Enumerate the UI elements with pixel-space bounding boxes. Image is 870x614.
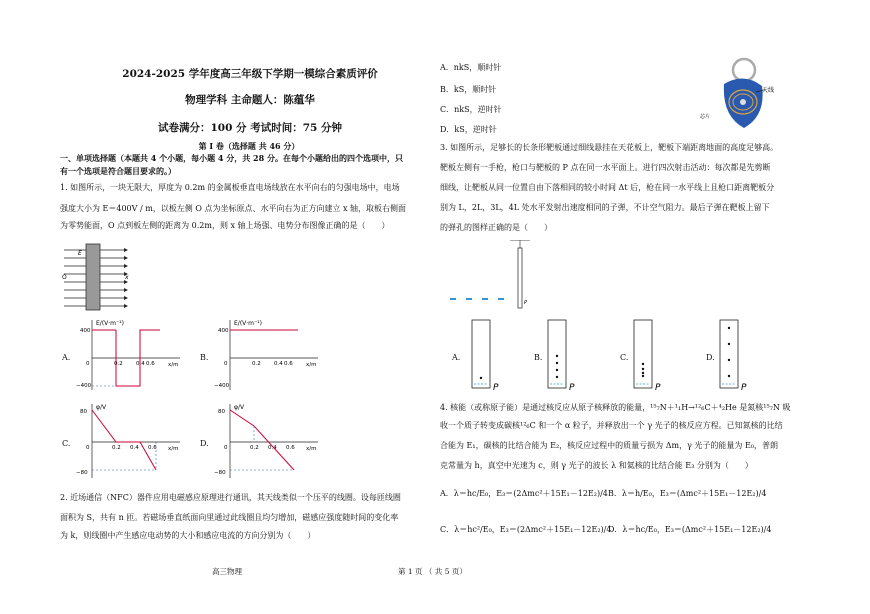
chip-label: 芯片 xyxy=(700,114,711,120)
q4-option-B[interactable]: B．λ＝h/E₀，E₃＝(Δmc²＋15E₁－12E₂)/4 xyxy=(608,489,767,498)
antenna-label: 天线 xyxy=(762,87,775,94)
svg-text:0.2: 0.2 xyxy=(112,445,121,451)
score-line: 试卷满分：100 分 考试时间：75 分钟 xyxy=(158,122,342,134)
svg-text:0: 0 xyxy=(224,445,228,451)
q2-line1: 2. 近场通信（NFC）器件应用电磁感应原理进行通讯，其天线类似一个压平的线圈。设每匝线圈 xyxy=(60,493,401,502)
footer-page: 第 1 页 （ 共 5 页） xyxy=(398,567,467,576)
svg-text:P: P xyxy=(569,383,575,393)
svg-text:−80: −80 xyxy=(214,470,226,476)
q4-option-C[interactable]: C．λ＝hc²/E₀，E₃＝(2Δmc²＋15E₁－12E₂)/4 xyxy=(440,525,612,534)
svg-text:P: P xyxy=(655,383,661,393)
svg-text:80: 80 xyxy=(218,409,225,415)
q1-option-D[interactable]: D. xyxy=(200,439,209,448)
q4-line3: 合能为 E₁，碳核的比结合能为 E₂，核反应过程中的质量亏损为 Δm，γ 光子的能量为 E₀，普朗 xyxy=(440,441,778,450)
svg-text:P: P xyxy=(524,300,528,306)
q3-line1: 3. 如图所示，足够长的长条形靶板通过细线悬挂在天花板上，靶板下端距离地面的高度足够高。 xyxy=(440,143,779,152)
q1-line2: 强度大小为 E＝400V / m，以板左侧 O 点为坐标原点、水平向右为正方向建立 x 轴，取板右侧面 xyxy=(60,204,407,213)
svg-text:x/m: x/m xyxy=(168,446,179,452)
q2-line2: 面积为 S，共有 n 匝。若磁场垂直纸面向里通过此线圈且均匀增加，磁感应强度随时间的变化率 xyxy=(60,513,399,522)
svg-text:0.6: 0.6 xyxy=(148,445,157,451)
q3-target-D xyxy=(718,318,752,394)
svg-text:P: P xyxy=(493,383,499,393)
q4-line1: 4. 核能（或称原子能）是通过核反应从原子核释放的能量，¹⁵₇N＋¹₁H→¹²₆C＋⁴₂He 是氮核¹⁵₇N 吸 xyxy=(440,403,791,412)
nfc-tag-image xyxy=(700,56,776,132)
q3-target-C xyxy=(632,318,666,394)
q3-option-B[interactable]: B. xyxy=(534,353,543,362)
q3-line3: 细线，让靶板从同一位置自由下落相同的较小时间 Δt 后，枪在同一水平线上且枪口距离靶板分 xyxy=(440,183,775,192)
subject-line: 物理学科 主命题人：陈蕴华 xyxy=(185,94,315,106)
fig-label-O: O xyxy=(62,274,67,281)
svg-text:−400: −400 xyxy=(214,383,230,389)
svg-text:400: 400 xyxy=(80,328,91,334)
svg-text:E/(V·m⁻¹): E/(V·m⁻¹) xyxy=(234,320,262,327)
q4-option-D[interactable]: D．λ＝hc/E₀，E₃＝(Δmc²＋15E₁－12E₂)/4 xyxy=(608,525,772,534)
q3-target-B xyxy=(546,318,580,394)
svg-text:0.4: 0.4 xyxy=(268,445,277,451)
svg-text:x/m: x/m xyxy=(306,446,317,452)
svg-text:φ/V: φ/V xyxy=(234,404,245,411)
q1-option-C[interactable]: C. xyxy=(62,439,71,448)
svg-text:0.4: 0.4 xyxy=(136,361,145,367)
svg-text:φ/V: φ/V xyxy=(96,404,107,411)
svg-text:0.2: 0.2 xyxy=(252,361,261,367)
section-intro-1: 一、单项选择题（本题共 4 个小题，每小题 4 分，共 28 分。在每个小题给出的四个选项中，只 xyxy=(60,153,403,163)
svg-text:P: P xyxy=(741,383,747,393)
q3-target-A xyxy=(470,318,504,394)
svg-text:0.6: 0.6 xyxy=(284,361,293,367)
footer-subject: 高三物理 xyxy=(212,567,242,576)
q1-graph-C xyxy=(76,402,186,482)
q3-option-A[interactable]: A. xyxy=(452,353,461,362)
q4-line2: 收一个质子转变成碳核¹²₆C 和一个 α 粒子，并释放出一个 γ 光子的核反应方程。已知氮核的比结 xyxy=(440,421,783,430)
q3-option-C[interactable]: C. xyxy=(620,353,629,362)
section-heading: 第 I 卷（选择题 共 46 分） xyxy=(198,141,300,151)
q3-line2: 靶板左侧有一手枪，枪口与靶板的 P 点在同一水平面上。进行四次射击活动：每次都是先剪断 xyxy=(440,163,771,172)
svg-text:E/(V·m⁻¹): E/(V·m⁻¹) xyxy=(96,320,124,327)
q3-line4: 别为 L，2L，3L，4L 处水平发射出速度相同的子弹，不计空气阻力。最后子弹在靶板上留下 xyxy=(440,203,770,212)
svg-text:x/m: x/m xyxy=(306,362,317,368)
svg-text:0.2: 0.2 xyxy=(250,445,259,451)
q1-field-figure xyxy=(60,242,130,312)
q1-option-A[interactable]: A. xyxy=(62,353,71,362)
q2-option-A[interactable]: A．nkS，顺时针 xyxy=(440,63,502,72)
svg-text:0.6: 0.6 xyxy=(146,361,155,367)
q2-option-B[interactable]: B．kS，顺时针 xyxy=(440,85,497,94)
svg-text:0.4: 0.4 xyxy=(130,445,139,451)
q1-graph-A xyxy=(76,318,186,393)
fig-label-x: x xyxy=(125,274,129,281)
q1-option-B[interactable]: B. xyxy=(200,353,209,362)
q4-line4: 克常量为 h，真空中光速为 c，则 γ 光子的波长 λ 和氦核的比结合能 E₃ 分别为（ ） xyxy=(440,461,753,470)
q3-option-D[interactable]: D. xyxy=(706,353,715,362)
q1-graph-D xyxy=(214,402,324,482)
section-intro-2: 有一个选项是符合题目要求的。） xyxy=(60,166,176,176)
q1-graph-B xyxy=(214,318,324,393)
svg-text:0: 0 xyxy=(86,361,90,367)
svg-text:0.4: 0.4 xyxy=(274,361,283,367)
q3-line5: 的弹孔的图样正确的是（ ） xyxy=(440,223,552,232)
svg-text:−400: −400 xyxy=(76,383,92,389)
svg-text:0: 0 xyxy=(86,445,90,451)
svg-text:0.6: 0.6 xyxy=(286,445,295,451)
svg-text:0: 0 xyxy=(224,361,228,367)
q2-option-C[interactable]: C．nkS，逆时针 xyxy=(440,105,502,114)
q1-line3: 为零势能面，O 点到板左侧的距离为 0.2m，则 x 轴上场强、电势分布图像正确的是（ ） xyxy=(60,221,390,230)
exam-title: 2024-2025 学年度高三年级下学期一模综合素质评价 xyxy=(122,68,378,80)
svg-text:400: 400 xyxy=(218,328,229,334)
svg-text:80: 80 xyxy=(80,409,87,415)
svg-text:0.2: 0.2 xyxy=(114,361,123,367)
svg-text:−80: −80 xyxy=(76,470,88,476)
q1-line1: 1. 如图所示，一块无限大，厚度为 0.2m 的金属板垂直电场线放在水平向右的匀强电场中，电场 xyxy=(60,183,400,192)
fig-label-E: E xyxy=(78,250,82,257)
q2-line3: 为 k，则线圈中产生感应电动势的大小和感应电流的方向分别为（ ） xyxy=(60,531,316,540)
svg-text:x/m: x/m xyxy=(168,362,179,368)
q4-option-A[interactable]: A．λ＝hc/E₀，E₃＝(2Δmc²＋15E₁－12E₂)/4 xyxy=(440,489,608,498)
q2-option-D[interactable]: D．kS，逆时针 xyxy=(440,125,497,134)
q3-setup-figure xyxy=(448,240,568,314)
